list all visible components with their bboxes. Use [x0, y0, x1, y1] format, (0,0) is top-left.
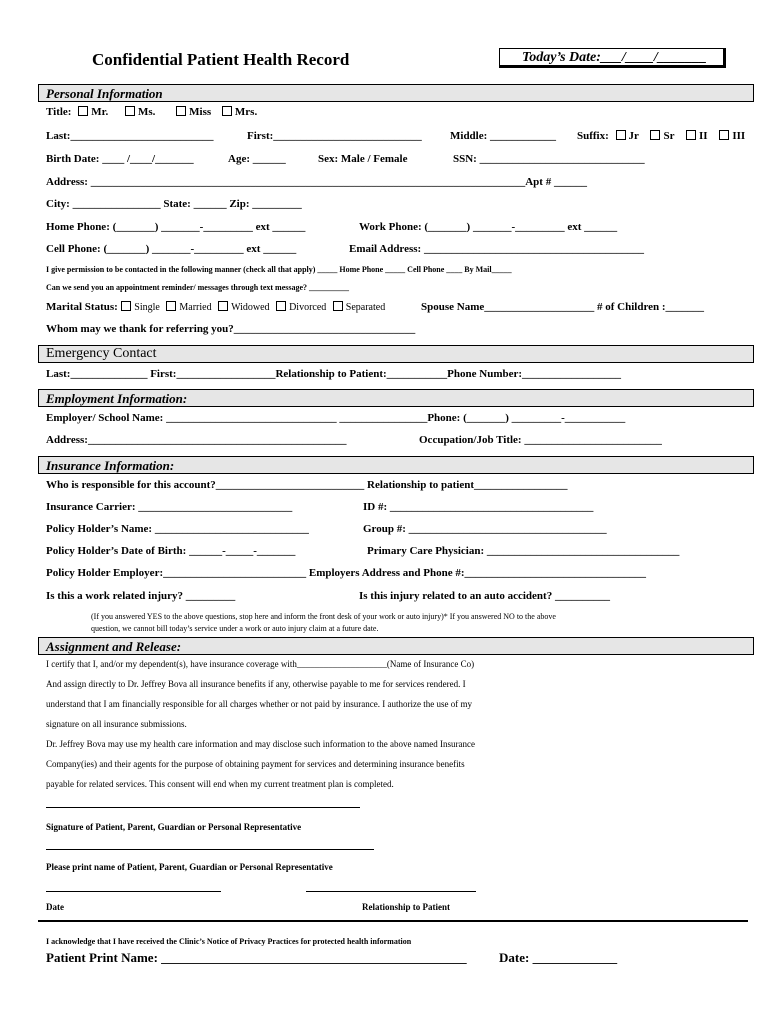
todays-date-label: Today’s Date:___/____/_______ [522, 50, 707, 65]
occupation-field[interactable]: Occupation/Job Title: _________________________ [419, 434, 662, 446]
marital-option-single[interactable]: Single [120, 302, 160, 313]
title-option-mr[interactable]: Mr. [74, 106, 108, 118]
checkbox-icon[interactable] [686, 130, 696, 140]
assignment-line: Company(ies) and their agents for the purpose of obtaining payment for services and determining insurance benefits [46, 759, 465, 769]
section-personal-information: Personal Information [38, 84, 754, 102]
auto-accident-field[interactable]: Is this injury related to an auto accident? __________ [359, 590, 610, 602]
spouse-children-field[interactable]: Spouse Name____________________ # of Children :_______ [421, 301, 705, 313]
section-assignment-and-release: Assignment and Release: [38, 637, 754, 655]
section-insurance-information: Insurance Information: [38, 456, 754, 474]
date-label: Date [46, 902, 64, 912]
suffix-option-sr[interactable]: Sr [646, 130, 674, 142]
patient-print-name-field[interactable]: Patient Print Name: _______________________________________________ [46, 950, 467, 965]
privacy-acknowledgement: I acknowledge that I have received the Clinic’s Notice of Privacy Practices for protected health information [46, 937, 412, 946]
policy-holder-employer-field[interactable]: Policy Holder Employer:__________________________ Employers Address and Phone #:_________________________________ [46, 567, 647, 579]
title-row [46, 106, 257, 118]
last-name-field[interactable]: Last:__________________________ [46, 130, 214, 142]
ssn-field[interactable]: SSN: ______________________________ [453, 153, 645, 165]
checkbox-icon[interactable] [222, 106, 232, 116]
signature-label: Signature of Patient, Parent, Guardian or Personal Representative [46, 822, 302, 832]
assignment-line: signature on all insurance submissions. [46, 719, 187, 729]
assignment-line: Dr. Jeffrey Bova may use my health care information and may disclose such information to the above named Insurance [46, 739, 475, 749]
suffix-label: Suffix: [577, 130, 609, 142]
checkbox-icon[interactable] [121, 301, 131, 311]
checkbox-icon[interactable] [125, 106, 135, 116]
suffix-option-ii[interactable]: II [682, 130, 708, 142]
middle-name-field[interactable]: Middle: ____________ [450, 130, 557, 142]
suffix-row [577, 130, 745, 142]
title-option-mrs[interactable]: Mrs. [218, 106, 257, 118]
address-field[interactable]: Address: _______________________________________________________________________________Apt # ______ [46, 176, 587, 188]
work-injury-field[interactable]: Is this a work related injury? _________ [46, 590, 236, 602]
print-name-line[interactable] [46, 849, 374, 850]
marital-status-label: Marital Status: [46, 301, 118, 313]
responsible-party-field[interactable]: Who is responsible for this account?___________________________ Relationship to patient_________________ [46, 479, 568, 491]
injury-note-line-2: question, we cannot bill today’s service under a work or auto injury claim at a future date. [91, 624, 379, 633]
checkbox-icon[interactable] [616, 130, 626, 140]
todays-date-box[interactable] [499, 48, 726, 68]
sex-field[interactable]: Sex: Male / Female [318, 153, 408, 165]
insurance-id-field[interactable]: ID #: _____________________________________ [363, 501, 594, 513]
work-phone-field[interactable]: Work Phone: (_______) _______-_________ ext ______ [359, 221, 618, 233]
checkbox-icon[interactable] [176, 106, 186, 116]
cell-phone-field[interactable]: Cell Phone: (_______) _______-_________ ext ______ [46, 243, 297, 255]
relationship-label: Relationship to Patient [362, 902, 451, 912]
primary-care-physician-field[interactable]: Primary Care Physician: ___________________________________ [367, 545, 680, 557]
checkbox-icon[interactable] [78, 106, 88, 116]
referral-field[interactable]: Whom may we thank for referring you?_________________________________ [46, 323, 416, 335]
form-title: Confidential Patient Health Record [92, 50, 350, 69]
first-name-field[interactable]: First:___________________________ [247, 130, 422, 142]
assignment-line: understand that I am financially responsible for all charges whether or not paid by insurance. I authorize the use of my [46, 699, 472, 709]
section-emergency-contact: Emergency Contact [38, 345, 754, 363]
group-number-field[interactable]: Group #: ____________________________________ [363, 523, 607, 535]
marital-option-widowed[interactable]: Widowed [214, 302, 269, 313]
age-field[interactable]: Age: ______ [228, 153, 286, 165]
assignment-line: And assign directly to Dr. Jeffrey Bova all insurance benefits if any, otherwise payable to me for services rendered. I [46, 679, 466, 689]
assignment-line: payable for related services. This consent will end when my current treatment plan is completed. [46, 779, 394, 789]
checkbox-icon[interactable] [166, 301, 176, 311]
suffix-option-iii[interactable]: III [715, 130, 745, 142]
suffix-option-jr[interactable]: Jr [612, 130, 639, 142]
insurance-carrier-field[interactable]: Insurance Carrier: ____________________________ [46, 501, 293, 513]
checkbox-icon[interactable] [218, 301, 228, 311]
checkbox-icon[interactable] [650, 130, 660, 140]
email-field[interactable]: Email Address: ________________________________________ [349, 243, 644, 255]
acknowledgement-date-field[interactable]: Date: _____________ [499, 950, 618, 965]
birth-date-field[interactable]: Birth Date: ____ /____/_______ [46, 153, 194, 165]
title-label: Title: [46, 106, 72, 118]
relationship-line[interactable] [306, 891, 476, 892]
checkbox-icon[interactable] [276, 301, 286, 311]
print-name-label: Please print name of Patient, Parent, Guardian or Personal Representative [46, 862, 333, 872]
title-option-ms[interactable]: Ms. [121, 106, 155, 118]
home-phone-field[interactable]: Home Phone: (_______) _______-_________ ext ______ [46, 221, 306, 233]
text-reminder-field[interactable]: Can we send you an appointment reminder/ messages through text message? __________ [46, 283, 350, 292]
signature-line[interactable] [46, 807, 360, 808]
checkbox-icon[interactable] [719, 130, 729, 140]
employer-field[interactable]: Employer/ School Name: _______________________________ ________________Phone: (_______) _________-___________ [46, 412, 626, 424]
marital-option-separated[interactable]: Separated [329, 302, 385, 313]
marital-option-married[interactable]: Married [162, 302, 211, 313]
injury-note-line-1: (If you answered YES to the above questions, stop here and inform the front desk of your work or auto injury)* If you answered NO to the above [91, 612, 556, 621]
date-line[interactable] [46, 891, 221, 892]
employer-address-field[interactable]: Address:_______________________________________________ [46, 434, 347, 446]
policy-holder-dob-field[interactable]: Policy Holder’s Date of Birth: ______-_____-_______ [46, 545, 296, 557]
section-employment-information: Employment Information: [38, 389, 754, 407]
assignment-line: I certify that I, and/or my dependent(s), have insurance coverage with____________________(Name of Insurance Co) [46, 659, 475, 669]
contact-permission-field[interactable]: I give permission to be contacted in the following manner (check all that apply) _____ Home Phone _____ Cell Phone ____ By Mail_____ [46, 265, 512, 274]
checkbox-icon[interactable] [333, 301, 343, 311]
policy-holder-name-field[interactable]: Policy Holder’s Name: ____________________________ [46, 523, 309, 535]
divider [38, 920, 748, 922]
emergency-contact-field[interactable]: Last:______________ First:__________________Relationship to Patient:___________Phone Number:__________________ [46, 368, 622, 380]
marital-option-divorced[interactable]: Divorced [272, 302, 326, 313]
marital-status-row [46, 301, 385, 313]
city-state-zip-field[interactable]: City: ________________ State: ______ Zip: _________ [46, 198, 302, 210]
title-option-miss[interactable]: Miss [172, 106, 211, 118]
